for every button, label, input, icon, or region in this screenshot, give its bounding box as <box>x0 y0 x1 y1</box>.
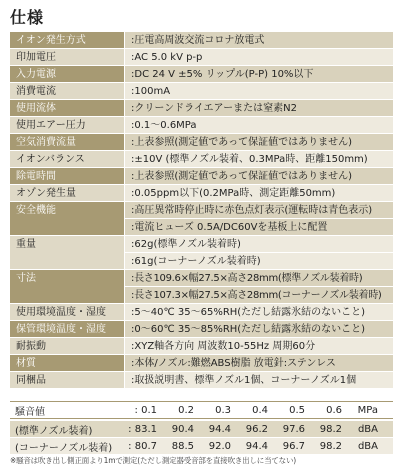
spec-row <box>10 321 393 337</box>
noise-unit: dBA <box>357 423 378 435</box>
spec-value: :本体/ノズル:難燃ABS樹脂 放電針:ステンレス <box>125 355 393 371</box>
spec-label: 保管環境温度・湿度 <box>10 321 124 337</box>
spec-row <box>10 168 393 184</box>
spec-value: :0～60℃ 35～85%RH(ただし結露氷結のないこと) <box>125 321 393 337</box>
noise-label: (標準ノズル装着) <box>15 425 93 437</box>
spec-label: 寸法 <box>10 270 124 303</box>
spec-label: 印加電圧 <box>10 49 124 65</box>
spec-label: 消費電流 <box>10 83 124 99</box>
noise-cell: 0.4 <box>252 404 268 416</box>
noise-header-row <box>10 401 393 419</box>
spec-label: 空気消費流量 <box>10 134 124 150</box>
spec-label: 除電時間 <box>10 168 124 184</box>
noise-cell: 0.2 <box>178 404 194 416</box>
noise-cell: 96.2 <box>245 423 268 435</box>
spec-label: オゾン発生量 <box>10 185 124 201</box>
noise-cell: : 80.7 <box>128 440 157 452</box>
noise-row <box>10 438 393 454</box>
spec-value: :61g(コーナーノズル装着時) <box>125 253 393 269</box>
noise-cell: 94.4 <box>245 440 268 452</box>
spec-row <box>10 202 393 235</box>
page-title: 仕様 <box>10 8 45 27</box>
spec-value: :取扱説明書、標準ノズル1個、コーナーノズル1個 <box>125 372 393 388</box>
spec-row <box>10 151 393 167</box>
noise-cell: 96.7 <box>282 440 305 452</box>
spec-row <box>10 66 393 82</box>
spec-value: :XYZ軸各方向 周波数10-55Hz 周期60分 <box>125 338 393 354</box>
spec-value: :62g(標準ノズル装着時) <box>125 236 393 252</box>
noise-cell: 97.6 <box>282 423 305 435</box>
noise-cell: : 83.1 <box>128 423 157 435</box>
noise-cell: 88.5 <box>171 440 194 452</box>
spec-row <box>10 372 393 388</box>
spec-label: イオンバランス <box>10 151 124 167</box>
spec-row <box>10 134 393 150</box>
noise-cell: 0.6 <box>326 404 342 416</box>
spec-value: :圧電高周波交流コロナ放電式 <box>125 32 393 48</box>
spec-value: :DC 24 V ±5% リップル(P-P) 10%以下 <box>125 66 393 82</box>
noise-cell: 98.2 <box>319 423 342 435</box>
footnote: ※騒音は吹き出し側正面より1mで測定(ただし測定器受音部を直接吹き出しに当てない) <box>10 456 297 465</box>
spec-label: 入力電源 <box>10 66 124 82</box>
spec-row <box>10 117 393 133</box>
spec-label: 安全機能 <box>10 202 124 235</box>
spec-value: :0.1～0.6MPa <box>125 117 393 133</box>
spec-row <box>10 185 393 201</box>
noise-label: 騒音値 <box>15 406 45 418</box>
spec-label: 材質 <box>10 355 124 371</box>
spec-row <box>10 83 393 99</box>
spec-row <box>10 236 393 269</box>
noise-cell: : 0.1 <box>134 404 157 416</box>
spec-label: 重量 <box>10 236 124 269</box>
noise-label: (コーナーノズル装着) <box>15 442 113 454</box>
spec-value: :上表参照(測定値であって保証値ではありません) <box>125 134 393 150</box>
spec-row <box>10 32 393 48</box>
spec-value: :100mA <box>125 83 393 99</box>
spec-row <box>10 338 393 354</box>
spec-value: :クリーンドライエアーまたは窒素N2 <box>125 100 393 116</box>
spec-label: 使用流体 <box>10 100 124 116</box>
spec-value: :AC 5.0 kV p-p <box>125 49 393 65</box>
spec-label: イオン発生方式 <box>10 32 124 48</box>
noise-table <box>10 401 393 455</box>
spec-value: :5～40℃ 35～65%RH(ただし結露氷結のないこと) <box>125 304 393 320</box>
spec-row <box>10 49 393 65</box>
spec-row <box>10 100 393 116</box>
spec-label: 同梱品 <box>10 372 124 388</box>
spec-label: 使用環境温度・湿度 <box>10 304 124 320</box>
spec-table <box>10 32 393 389</box>
noise-cell: 94.4 <box>208 423 231 435</box>
spec-value: :上表参照(測定値であって保証値ではありません) <box>125 168 393 184</box>
noise-cell: 0.3 <box>215 404 231 416</box>
spec-label: 使用エアー圧力 <box>10 117 124 133</box>
spec-value: :0.05ppm以下(0.2MPa時、測定距離50mm) <box>125 185 393 201</box>
noise-cell: 92.0 <box>208 440 231 452</box>
spec-value: :電流ヒューズ 0.5A/DC60Vを基板上に配置 <box>125 219 393 235</box>
noise-cell: 90.4 <box>171 423 194 435</box>
noise-unit: dBA <box>357 440 378 452</box>
spec-value: :長さ109.6×幅27.5×高さ28mm(標準ノズル装着時) <box>125 270 393 286</box>
spec-value: :高圧異常時停止時に赤色点灯表示(運転時は青色表示) <box>125 202 393 218</box>
spec-label: 耐振動 <box>10 338 124 354</box>
spec-value: :±10V (標準ノズル装着、0.3MPa時、距離150mm) <box>125 151 393 167</box>
spec-row <box>10 304 393 320</box>
noise-cell: 0.5 <box>289 404 305 416</box>
spec-value: :長さ107.3×幅27.5×高さ28mm(コーナーノズル装着時) <box>125 287 393 303</box>
noise-unit: MPa <box>357 404 378 416</box>
noise-cell: 98.2 <box>319 440 342 452</box>
spec-row <box>10 270 393 303</box>
spec-row <box>10 355 393 371</box>
noise-row <box>10 421 393 437</box>
